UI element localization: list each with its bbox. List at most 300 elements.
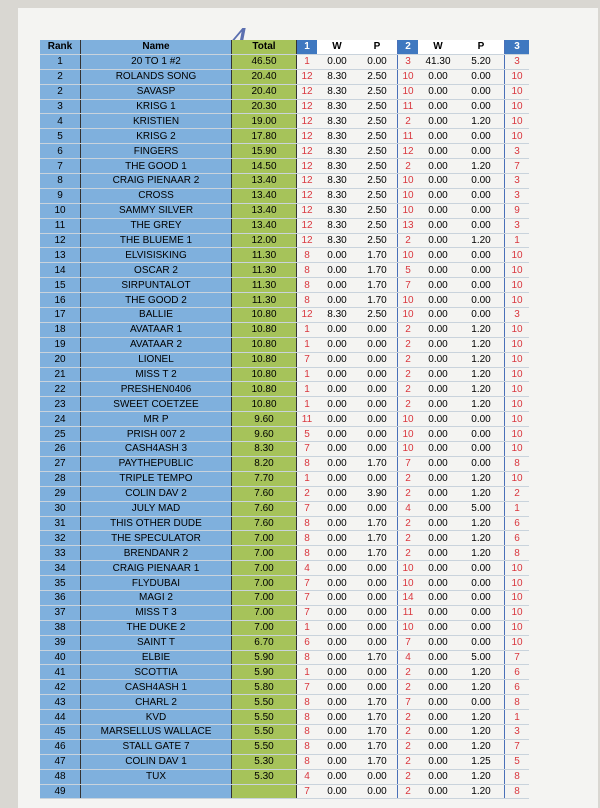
- cell-m3: 1: [505, 233, 530, 248]
- cell-p1: 2.50: [357, 233, 398, 248]
- cell-p2: 1.20: [458, 784, 505, 799]
- table-row: [40, 695, 529, 710]
- cell-m2: 2: [398, 159, 419, 174]
- cell-p2: 0.00: [458, 99, 505, 114]
- cell-w1: 0.00: [317, 352, 357, 367]
- cell-rank: 40: [40, 650, 81, 665]
- cell-m3: 10: [505, 382, 530, 397]
- cell-m2: 2: [398, 739, 419, 754]
- cell-total: 10.80: [232, 308, 297, 323]
- cell-w2: 0.00: [418, 427, 458, 442]
- table-row: [40, 129, 529, 144]
- table-row: [40, 427, 529, 442]
- cell-m1: 8: [297, 650, 318, 665]
- cell-m3: 6: [505, 516, 530, 531]
- cell-p1: 2.50: [357, 114, 398, 129]
- cell-m3: 8: [505, 784, 530, 799]
- cell-m1: 8: [297, 248, 318, 263]
- cell-rank: 9: [40, 188, 81, 203]
- cell-name: SAINT T: [81, 635, 232, 650]
- cell-p2: 1.25: [458, 754, 505, 769]
- cell-p2: 1.20: [458, 114, 505, 129]
- header-w2: W: [418, 40, 458, 54]
- cell-total: 5.80: [232, 680, 297, 695]
- cell-m2: 7: [398, 278, 419, 293]
- cell-name: JULY MAD: [81, 501, 232, 516]
- cell-name: SAMMY SILVER: [81, 203, 232, 218]
- cell-total: 7.00: [232, 590, 297, 605]
- cell-m3: 3: [505, 188, 530, 203]
- cell-m2: 11: [398, 129, 419, 144]
- cell-w2: 0.00: [418, 218, 458, 233]
- cell-w1: 0.00: [317, 531, 357, 546]
- header-m3: 3: [505, 40, 530, 54]
- cell-p2: 1.20: [458, 546, 505, 561]
- cell-p2: 0.00: [458, 427, 505, 442]
- cell-rank: 31: [40, 516, 81, 531]
- cell-name: THE BLUEME 1: [81, 233, 232, 248]
- table-row: [40, 367, 529, 382]
- cell-p1: 2.50: [357, 159, 398, 174]
- cell-m1: 1: [297, 322, 318, 337]
- cell-p2: 0.00: [458, 84, 505, 99]
- cell-name: MISS T 2: [81, 367, 232, 382]
- cell-m3: 1: [505, 501, 530, 516]
- cell-rank: 2: [40, 84, 81, 99]
- cell-p2: 0.00: [458, 590, 505, 605]
- cell-rank: 18: [40, 322, 81, 337]
- cell-name: CASH4ASH 1: [81, 680, 232, 695]
- cell-rank: 36: [40, 590, 81, 605]
- header-p1: P: [357, 40, 398, 54]
- cell-p1: 2.50: [357, 188, 398, 203]
- cell-total: 5.30: [232, 769, 297, 784]
- cell-m2: 2: [398, 531, 419, 546]
- cell-m3: 8: [505, 456, 530, 471]
- cell-w2: 0.00: [418, 322, 458, 337]
- cell-p2: 0.00: [458, 188, 505, 203]
- cell-m1: 12: [297, 218, 318, 233]
- cell-w2: 0.00: [418, 784, 458, 799]
- cell-m1: 1: [297, 471, 318, 486]
- cell-w1: 8.30: [317, 69, 357, 84]
- cell-m1: 12: [297, 174, 318, 189]
- cell-m2: 7: [398, 456, 419, 471]
- cell-total: 7.00: [232, 531, 297, 546]
- table-row: [40, 471, 529, 486]
- cell-p2: 1.20: [458, 337, 505, 352]
- cell-w1: 0.00: [317, 620, 357, 635]
- cell-rank: 28: [40, 471, 81, 486]
- table-row: [40, 710, 529, 725]
- cell-name: 20 TO 1 #2: [81, 54, 232, 69]
- cell-w2: 0.00: [418, 710, 458, 725]
- cell-rank: 13: [40, 248, 81, 263]
- table-row: [40, 635, 529, 650]
- cell-m2: 2: [398, 352, 419, 367]
- cell-p1: 1.70: [357, 724, 398, 739]
- cell-m1: 12: [297, 84, 318, 99]
- cell-rank: 23: [40, 397, 81, 412]
- cell-m1: 12: [297, 203, 318, 218]
- cell-total: 13.40: [232, 188, 297, 203]
- cell-name: THE SPECULATOR: [81, 531, 232, 546]
- cell-m3: 10: [505, 263, 530, 278]
- cell-rank: 21: [40, 367, 81, 382]
- cell-p2: 1.20: [458, 710, 505, 725]
- cell-m2: 2: [398, 710, 419, 725]
- cell-rank: 15: [40, 278, 81, 293]
- cell-m3: 10: [505, 412, 530, 427]
- cell-total: 5.30: [232, 754, 297, 769]
- cell-p2: 0.00: [458, 174, 505, 189]
- cell-p2: 1.20: [458, 531, 505, 546]
- cell-m2: 7: [398, 695, 419, 710]
- cell-rank: 26: [40, 442, 81, 457]
- cell-rank: 29: [40, 486, 81, 501]
- cell-rank: 6: [40, 144, 81, 159]
- cell-w1: 0.00: [317, 412, 357, 427]
- cell-w1: 0.00: [317, 456, 357, 471]
- cell-m3: 10: [505, 635, 530, 650]
- cell-m2: 2: [398, 114, 419, 129]
- cell-w1: 0.00: [317, 546, 357, 561]
- cell-name: ELVISISKING: [81, 248, 232, 263]
- cell-m2: 14: [398, 590, 419, 605]
- cell-m1: 8: [297, 754, 318, 769]
- table-row: [40, 308, 529, 323]
- cell-w1: 0.00: [317, 367, 357, 382]
- cell-total: 9.60: [232, 412, 297, 427]
- cell-w2: 0.00: [418, 635, 458, 650]
- cell-p1: 0.00: [357, 54, 398, 69]
- cell-m1: 7: [297, 576, 318, 591]
- cell-name: FLYDUBAI: [81, 576, 232, 591]
- cell-w1: 0.00: [317, 590, 357, 605]
- cell-w1: 8.30: [317, 159, 357, 174]
- cell-name: SAVASP: [81, 84, 232, 99]
- cell-w1: 0.00: [317, 397, 357, 412]
- cell-name: MARSELLUS WALLACE: [81, 724, 232, 739]
- cell-p2: 0.00: [458, 561, 505, 576]
- table-row: [40, 680, 529, 695]
- header-w1: W: [317, 40, 357, 54]
- table-row: [40, 397, 529, 412]
- cell-m2: 10: [398, 293, 419, 308]
- cell-m2: 10: [398, 203, 419, 218]
- cell-p1: 0.00: [357, 769, 398, 784]
- cell-m3: 10: [505, 427, 530, 442]
- cell-p2: 1.20: [458, 471, 505, 486]
- cell-p1: 0.00: [357, 590, 398, 605]
- cell-p1: 0.00: [357, 501, 398, 516]
- cell-total: 7.00: [232, 576, 297, 591]
- cell-rank: 25: [40, 427, 81, 442]
- cell-total: 7.00: [232, 605, 297, 620]
- cell-w1: 0.00: [317, 605, 357, 620]
- cell-m3: 10: [505, 322, 530, 337]
- cell-m2: 2: [398, 382, 419, 397]
- cell-w2: 0.00: [418, 114, 458, 129]
- header-name: Name: [81, 40, 232, 54]
- cell-m1: 4: [297, 769, 318, 784]
- cell-p1: 2.50: [357, 129, 398, 144]
- cell-m3: 10: [505, 471, 530, 486]
- cell-p2: 0.00: [458, 293, 505, 308]
- cell-m1: 1: [297, 337, 318, 352]
- cell-m2: 10: [398, 248, 419, 263]
- cell-w2: 0.00: [418, 203, 458, 218]
- cell-m3: 8: [505, 546, 530, 561]
- cell-p1: 1.70: [357, 263, 398, 278]
- cell-m2: 2: [398, 784, 419, 799]
- cell-m2: 2: [398, 322, 419, 337]
- cell-m3: 6: [505, 665, 530, 680]
- cell-name: [81, 784, 232, 799]
- cell-m1: 12: [297, 99, 318, 114]
- table-row: [40, 114, 529, 129]
- cell-p1: 1.70: [357, 546, 398, 561]
- cell-m3: 5: [505, 754, 530, 769]
- cell-p2: 1.20: [458, 516, 505, 531]
- cell-total: 7.60: [232, 486, 297, 501]
- cell-total: 20.40: [232, 84, 297, 99]
- cell-p2: 1.20: [458, 486, 505, 501]
- cell-m1: 8: [297, 710, 318, 725]
- cell-name: BRENDANR 2: [81, 546, 232, 561]
- cell-m1: 4: [297, 561, 318, 576]
- cell-p1: 1.70: [357, 278, 398, 293]
- cell-rank: 37: [40, 605, 81, 620]
- cell-w2: 0.00: [418, 546, 458, 561]
- cell-w2: 0.00: [418, 129, 458, 144]
- cell-w1: 0.00: [317, 754, 357, 769]
- cell-w2: 0.00: [418, 69, 458, 84]
- cell-m3: 10: [505, 367, 530, 382]
- cell-rank: 38: [40, 620, 81, 635]
- cell-total: 7.60: [232, 516, 297, 531]
- cell-m2: 3: [398, 54, 419, 69]
- cell-m3: 3: [505, 54, 530, 69]
- cell-name: SCOTTIA: [81, 665, 232, 680]
- cell-m2: 2: [398, 471, 419, 486]
- cell-m2: 13: [398, 218, 419, 233]
- cell-w2: 0.00: [418, 620, 458, 635]
- cell-m3: 7: [505, 650, 530, 665]
- cell-rank: 45: [40, 724, 81, 739]
- table-row: [40, 322, 529, 337]
- cell-rank: 34: [40, 561, 81, 576]
- cell-m1: 7: [297, 784, 318, 799]
- cell-rank: 47: [40, 754, 81, 769]
- cell-total: 7.00: [232, 561, 297, 576]
- cell-m3: 3: [505, 174, 530, 189]
- cell-total: 7.70: [232, 471, 297, 486]
- cell-w2: 0.00: [418, 724, 458, 739]
- cell-total: 5.50: [232, 695, 297, 710]
- cell-p2: 0.00: [458, 576, 505, 591]
- cell-m3: 10: [505, 590, 530, 605]
- table-row: [40, 456, 529, 471]
- cell-total: 8.20: [232, 456, 297, 471]
- cell-name: THE DUKE 2: [81, 620, 232, 635]
- cell-total: 20.40: [232, 69, 297, 84]
- cell-w1: 0.00: [317, 739, 357, 754]
- cell-w2: 0.00: [418, 471, 458, 486]
- cell-w2: 0.00: [418, 590, 458, 605]
- cell-total: 10.80: [232, 397, 297, 412]
- cell-total: 46.50: [232, 54, 297, 69]
- cell-p1: 2.50: [357, 218, 398, 233]
- cell-m1: 8: [297, 278, 318, 293]
- cell-total: 5.50: [232, 710, 297, 725]
- cell-name: KRISG 2: [81, 129, 232, 144]
- table-row: [40, 665, 529, 680]
- cell-p1: 2.50: [357, 308, 398, 323]
- cell-p2: 0.00: [458, 308, 505, 323]
- cell-name: FINGERS: [81, 144, 232, 159]
- cell-p1: 0.00: [357, 680, 398, 695]
- cell-m2: 10: [398, 308, 419, 323]
- cell-w2: 0.00: [418, 159, 458, 174]
- cell-total: 8.30: [232, 442, 297, 457]
- cell-total: 12.00: [232, 233, 297, 248]
- cell-p2: 0.00: [458, 263, 505, 278]
- cell-m1: 8: [297, 695, 318, 710]
- header-rank: Rank: [40, 40, 81, 54]
- cell-m3: 3: [505, 218, 530, 233]
- cell-w2: 0.00: [418, 695, 458, 710]
- cell-w2: 0.00: [418, 397, 458, 412]
- cell-rank: 19: [40, 337, 81, 352]
- cell-m3: 10: [505, 397, 530, 412]
- cell-name: SWEET COETZEE: [81, 397, 232, 412]
- cell-w1: 8.30: [317, 114, 357, 129]
- cell-w1: 0.00: [317, 635, 357, 650]
- cell-w1: 0.00: [317, 769, 357, 784]
- cell-m2: 2: [398, 367, 419, 382]
- cell-w1: 0.00: [317, 486, 357, 501]
- cell-name: MAGI 2: [81, 590, 232, 605]
- cell-w1: 0.00: [317, 278, 357, 293]
- cell-m2: 2: [398, 337, 419, 352]
- cell-rank: 4: [40, 114, 81, 129]
- cell-p2: 1.20: [458, 367, 505, 382]
- cell-m3: 10: [505, 442, 530, 457]
- table-row: [40, 739, 529, 754]
- cell-m2: 5: [398, 263, 419, 278]
- cell-name: STALL GATE 7: [81, 739, 232, 754]
- cell-m2: 2: [398, 516, 419, 531]
- cell-m1: 7: [297, 605, 318, 620]
- table-row: [40, 337, 529, 352]
- cell-m1: 6: [297, 635, 318, 650]
- cell-name: BALLIE: [81, 308, 232, 323]
- cell-m1: 8: [297, 739, 318, 754]
- cell-w1: 0.00: [317, 784, 357, 799]
- cell-p1: 0.00: [357, 635, 398, 650]
- cell-w2: 0.00: [418, 486, 458, 501]
- table-row: [40, 486, 529, 501]
- cell-total: 7.60: [232, 501, 297, 516]
- cell-name: AVATAAR 1: [81, 322, 232, 337]
- cell-total: 13.40: [232, 218, 297, 233]
- cell-rank: 20: [40, 352, 81, 367]
- cell-m2: 10: [398, 427, 419, 442]
- cell-name: THIS OTHER DUDE: [81, 516, 232, 531]
- cell-p2: 0.00: [458, 620, 505, 635]
- cell-m1: 8: [297, 724, 318, 739]
- cell-p1: 1.70: [357, 650, 398, 665]
- cell-m2: 10: [398, 442, 419, 457]
- table-row: [40, 54, 529, 69]
- cell-w1: 8.30: [317, 174, 357, 189]
- cell-total: 10.80: [232, 367, 297, 382]
- cell-p2: 0.00: [458, 442, 505, 457]
- table-row: [40, 248, 529, 263]
- cell-m1: 8: [297, 546, 318, 561]
- cell-total: [232, 784, 297, 799]
- cell-m2: 2: [398, 665, 419, 680]
- cell-m1: 1: [297, 54, 318, 69]
- cell-w2: 0.00: [418, 442, 458, 457]
- cell-name: CASH4ASH 3: [81, 442, 232, 457]
- cell-m2: 10: [398, 188, 419, 203]
- cell-w2: 0.00: [418, 337, 458, 352]
- cell-m3: 8: [505, 769, 530, 784]
- cell-w2: 0.00: [418, 308, 458, 323]
- cell-p1: 1.70: [357, 516, 398, 531]
- cell-m1: 8: [297, 516, 318, 531]
- cell-rank: 1: [40, 54, 81, 69]
- cell-m2: 7: [398, 635, 419, 650]
- cell-m3: 10: [505, 561, 530, 576]
- cell-m2: 2: [398, 486, 419, 501]
- cell-p2: 5.00: [458, 501, 505, 516]
- cell-p2: 5.20: [458, 54, 505, 69]
- cell-w2: 0.00: [418, 739, 458, 754]
- cell-total: 5.50: [232, 739, 297, 754]
- cell-w2: 41.30: [418, 54, 458, 69]
- cell-m1: 12: [297, 308, 318, 323]
- cell-m3: 6: [505, 680, 530, 695]
- cell-p2: 0.00: [458, 203, 505, 218]
- table-row: [40, 784, 529, 799]
- cell-rank: 8: [40, 174, 81, 189]
- cell-w1: 8.30: [317, 129, 357, 144]
- cell-rank: 14: [40, 263, 81, 278]
- cell-p2: 0.00: [458, 144, 505, 159]
- cell-m2: 4: [398, 650, 419, 665]
- cell-p2: 0.00: [458, 129, 505, 144]
- cell-m1: 7: [297, 590, 318, 605]
- cell-name: THE GREY: [81, 218, 232, 233]
- cell-p1: 2.50: [357, 174, 398, 189]
- cell-p1: 0.00: [357, 427, 398, 442]
- table-row: [40, 84, 529, 99]
- cell-p2: 1.20: [458, 724, 505, 739]
- cell-p1: 0.00: [357, 576, 398, 591]
- cell-p1: 1.70: [357, 248, 398, 263]
- cell-rank: 5: [40, 129, 81, 144]
- cell-rank: 49: [40, 784, 81, 799]
- cell-name: ELBIE: [81, 650, 232, 665]
- cell-w2: 0.00: [418, 248, 458, 263]
- cell-rank: 46: [40, 739, 81, 754]
- table-row: [40, 352, 529, 367]
- cell-p2: 1.20: [458, 680, 505, 695]
- cell-m3: 10: [505, 576, 530, 591]
